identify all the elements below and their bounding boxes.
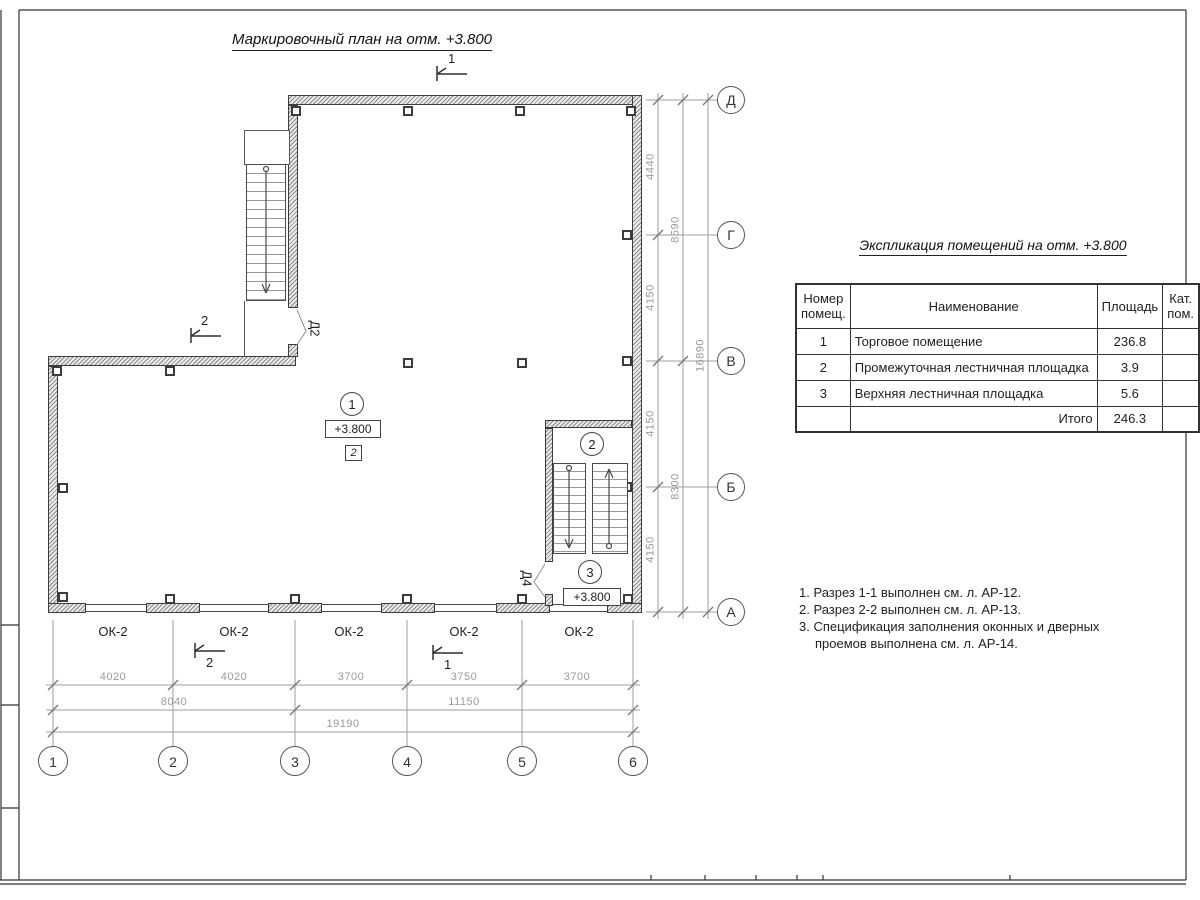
stair-arrows [262, 167, 613, 549]
col-header-name: Наименование [850, 284, 1097, 328]
total-cat-empty [1163, 406, 1199, 432]
room-area: 5.6 [1097, 380, 1163, 406]
col-header-area: Площадь [1097, 284, 1163, 328]
axis-5: 5 [507, 746, 537, 776]
axis-g: Г [717, 221, 745, 249]
room-area: 3.9 [1097, 354, 1163, 380]
note-line: 3. Спецификация заполнения оконных и дверных проемов выполнена см. л. АР-14. [799, 619, 1100, 651]
section-mark-2-left: 2 [201, 313, 209, 328]
dim-label: 3700 [337, 671, 365, 683]
table-row [796, 380, 1199, 406]
room-1-level: +3.800 [325, 420, 381, 438]
axis-3: 3 [280, 746, 310, 776]
table-row [796, 354, 1199, 380]
note-line: 1. Разрез 1-1 выполнен см. л. АР-12. [799, 585, 1022, 600]
dim-label: 4150 [644, 284, 657, 311]
axis-6: 6 [618, 746, 648, 776]
room-1-finish-mark: 2 [345, 445, 362, 461]
axis-b: Б [717, 473, 745, 501]
axis-a: А [717, 598, 745, 626]
dim-label: 3750 [450, 671, 478, 683]
dim-label: 8300 [669, 473, 682, 500]
section-mark-1-bottom: 1 [444, 657, 452, 672]
axis-d: Д [717, 86, 745, 114]
notes-block [799, 584, 1144, 652]
room-number: 3 [796, 380, 850, 406]
room-1-number: 1 [340, 392, 364, 416]
room-cat [1163, 354, 1199, 380]
door-label-d2: Д2 [307, 320, 323, 337]
dim-label: 19190 [326, 718, 360, 730]
total-empty [796, 406, 850, 432]
schedule-title: Экспликация помещений на отм. +3.800 [838, 237, 1148, 253]
window-label-ok2: ОК-2 [219, 624, 249, 639]
total-value: 246.3 [1097, 406, 1163, 432]
axis-1: 1 [38, 746, 68, 776]
dim-label: 11150 [448, 696, 480, 708]
col-header-cat: Кат. пом. [1163, 284, 1199, 328]
room-schedule-table [795, 283, 1200, 433]
dim-label: 4020 [99, 671, 127, 683]
room-cat [1163, 380, 1199, 406]
total-label: Итого [850, 406, 1097, 432]
schedule-header-row [796, 284, 1199, 328]
axis-2: 2 [158, 746, 188, 776]
axis-4: 4 [392, 746, 422, 776]
room-2-number: 2 [580, 432, 604, 456]
window-label-ok2: ОК-2 [564, 624, 594, 639]
table-row [796, 328, 1199, 354]
dim-label: 4440 [644, 153, 657, 180]
door-label-d4: Д4 [519, 570, 535, 587]
col-header-number: Номер помещ. [796, 284, 850, 328]
room-number: 1 [796, 328, 850, 354]
room-area: 236.8 [1097, 328, 1163, 354]
section-mark-2-bottom: 2 [206, 655, 214, 670]
room-name: Торговое помещение [850, 328, 1097, 354]
room-name: Верхняя лестничная площадка [850, 380, 1097, 406]
door-swings [297, 310, 545, 597]
section-arrows [191, 66, 467, 660]
window-label-ok2: ОК-2 [449, 624, 479, 639]
room-3-number: 3 [578, 560, 602, 584]
section-mark-1-top: 1 [448, 51, 456, 66]
dim-label: 3700 [563, 671, 591, 683]
dim-label: 8590 [669, 216, 682, 243]
window-label-ok2: ОК-2 [334, 624, 364, 639]
room-number: 2 [796, 354, 850, 380]
axis-v: В [717, 347, 745, 375]
room-3-level: +3.800 [563, 588, 621, 606]
dim-label: 4020 [220, 671, 248, 683]
page-title: Маркировочный план на отм. +3.800 [232, 31, 492, 51]
window-label-ok2: ОК-2 [98, 624, 128, 639]
schedule-total-row [796, 406, 1199, 432]
room-name: Промежуточная лестничная площадка [850, 354, 1097, 380]
dim-label: 8040 [160, 696, 188, 708]
dim-label: 16890 [694, 338, 707, 373]
room-cat [1163, 328, 1199, 354]
dim-label: 4150 [644, 536, 657, 563]
note-line: 2. Разрез 2-2 выполнен см. л. АР-13. [799, 602, 1022, 617]
dim-label: 4150 [644, 410, 657, 437]
